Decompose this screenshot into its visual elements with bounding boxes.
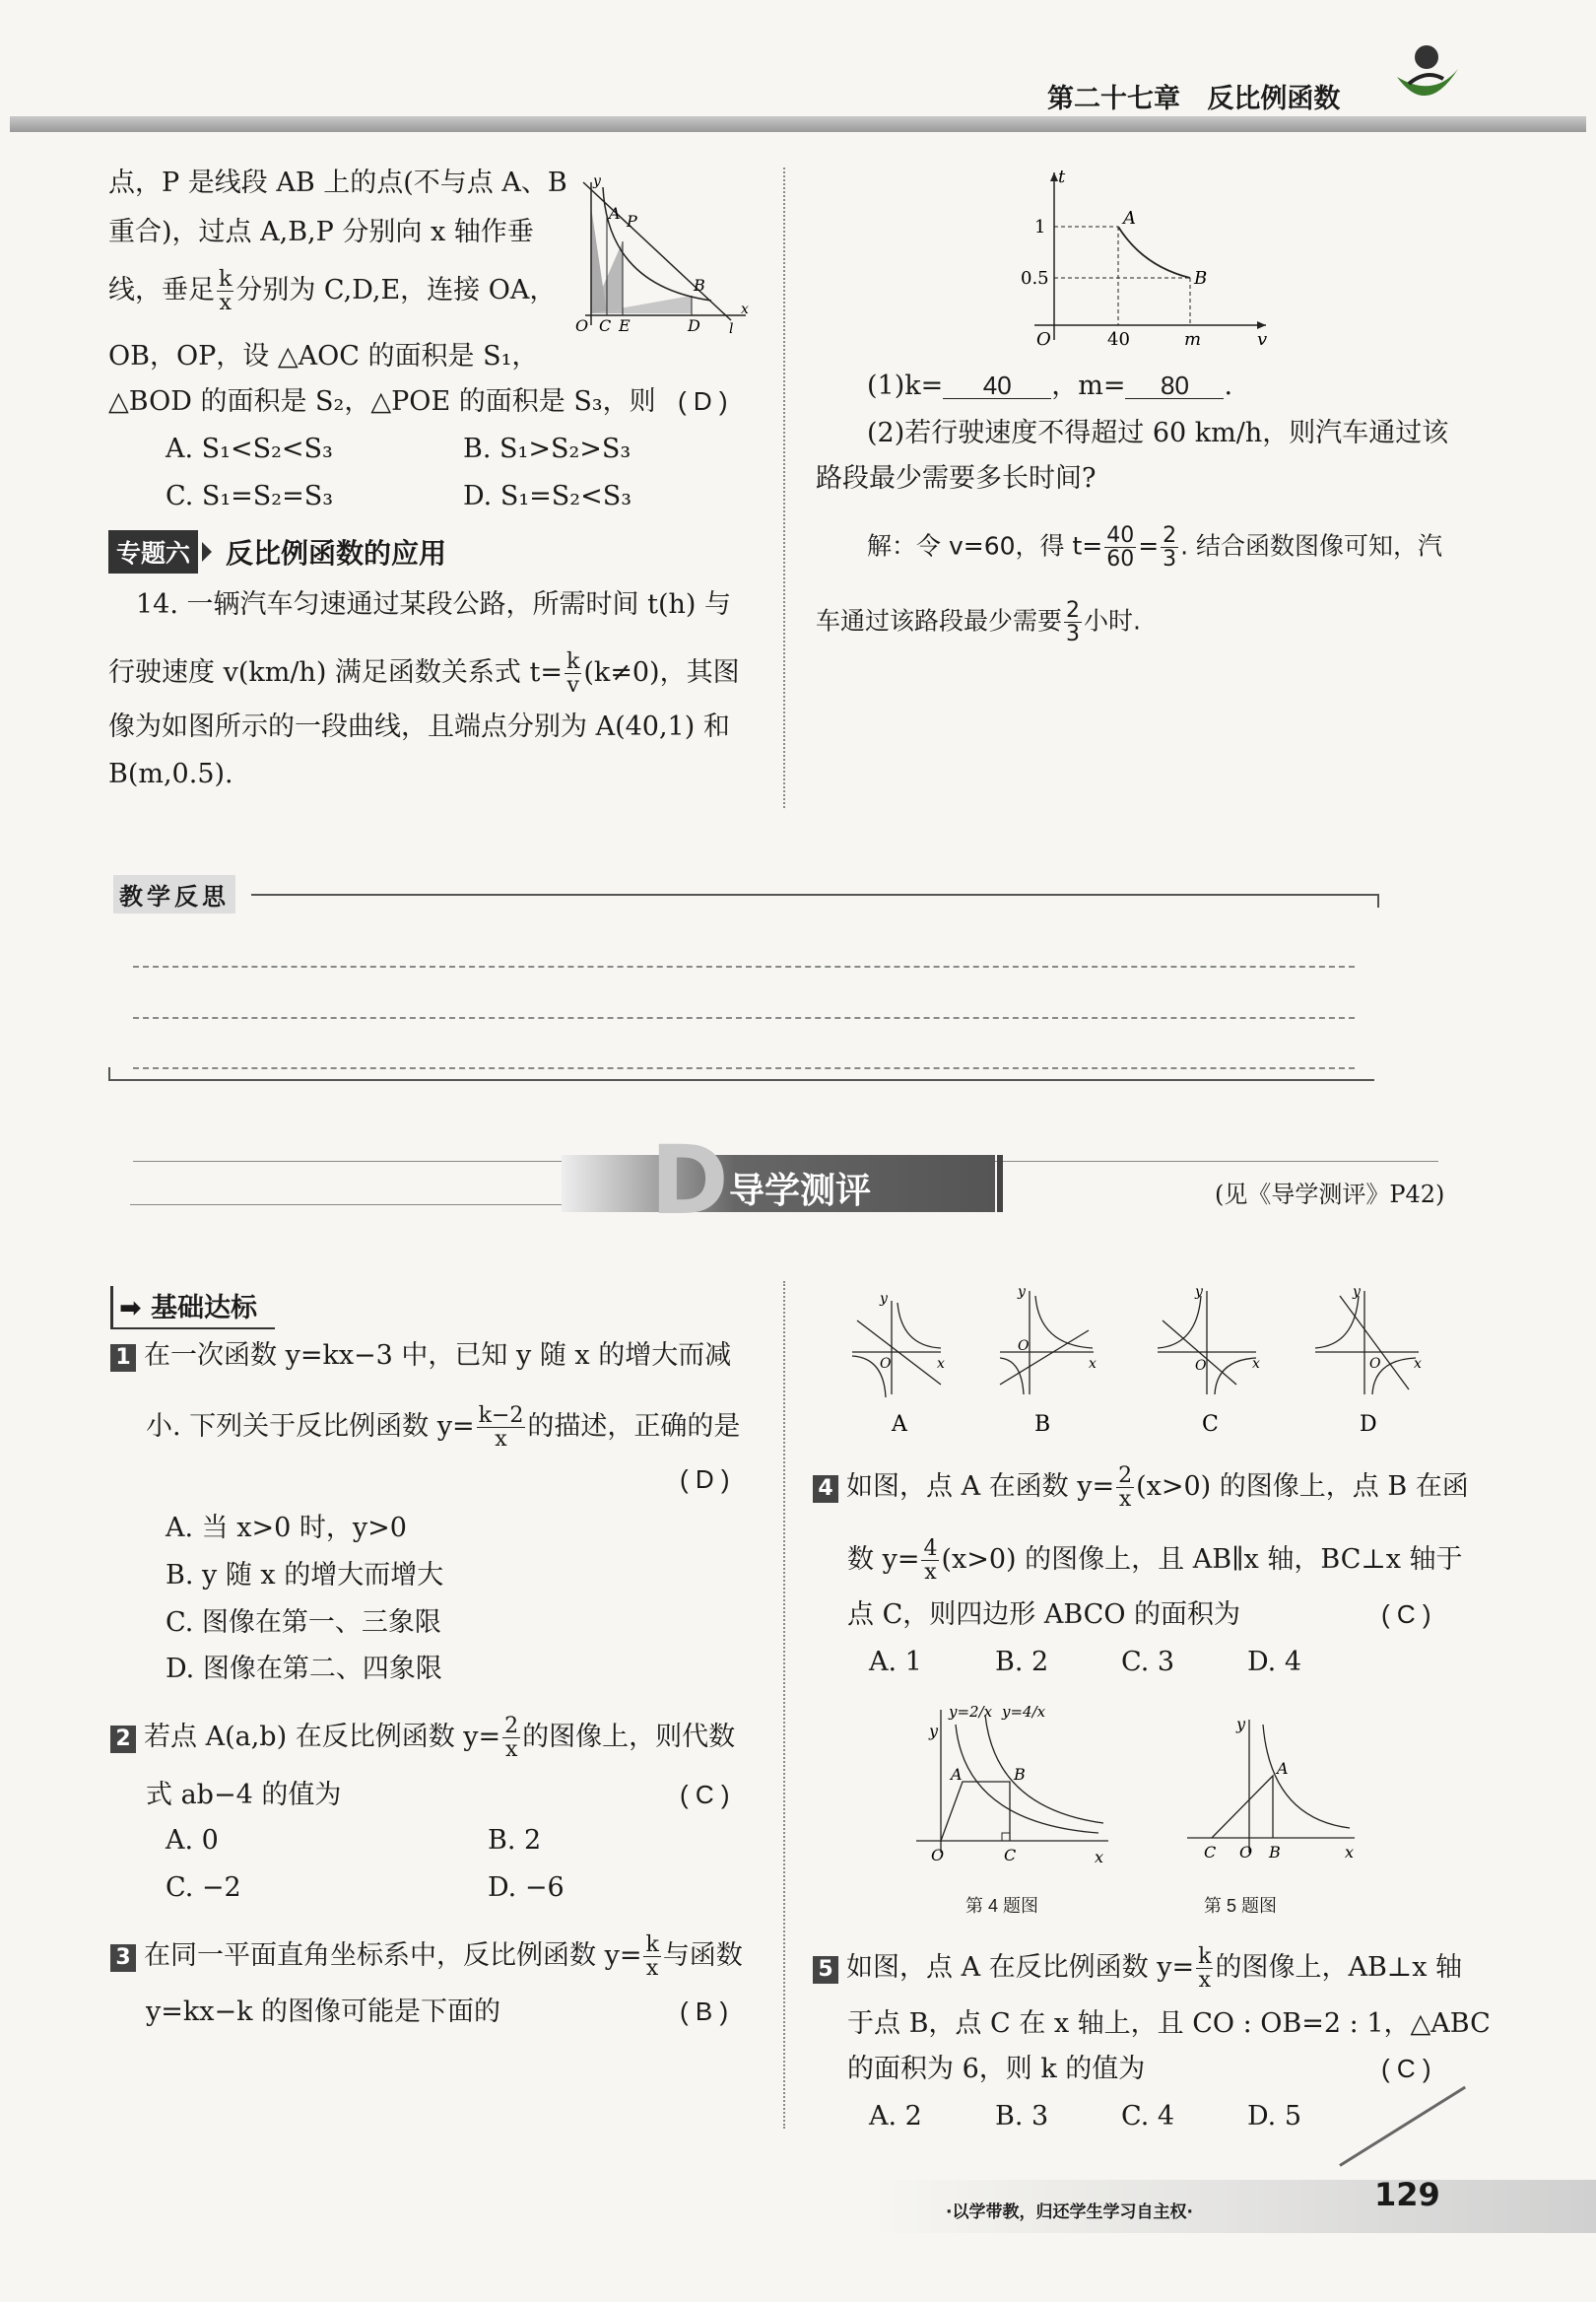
svg-text:O: O	[1018, 1338, 1030, 1354]
q5-caption: 第 5 题图	[1204, 1896, 1278, 1916]
q13-option-a: A. S₁<S₂<S₃	[166, 434, 333, 464]
q5-answer: ( C )	[1381, 2054, 1431, 2083]
q3-label-c: C	[1202, 1412, 1219, 1437]
page-number: 129	[1374, 2176, 1440, 2213]
q14-graph-o: O	[1036, 329, 1051, 350]
q13-figure	[564, 168, 761, 335]
q13-option-c: C. S₁=S₂=S₃	[166, 481, 334, 511]
q4-line2: 数 y= $\frac{4}{x}$ (x>0) 的图像上，且 AB∥x 轴，BC⊥x 轴于	[847, 1536, 1463, 1586]
q14-line2: 行驶速度 v(km/h) 满足函数关系式 t= $\frac{k}{v}$ (k≠0)，其图	[108, 649, 740, 699]
q3-graph-b	[1000, 1284, 1097, 1437]
section-d-reference: (见《导学测评》P42)	[1215, 1181, 1445, 1208]
q3-graph-d	[1315, 1284, 1422, 1437]
q2-line1: 2 若点 A(a,b) 在反比例函数 y= $\frac{2}{x}$ 的图像上，则代数	[110, 1715, 735, 1761]
svg-text:y=4/x: y=4/x	[1002, 1703, 1046, 1721]
q13-fig-e: E	[619, 316, 631, 335]
q14-solution-line2: 车通过该路段最少需要 $\frac{2}{3}$ 小时.	[816, 598, 1141, 647]
q3-line2: y=kx−k 的图像可能是下面的	[146, 1997, 501, 2027]
q1-option-a: A. 当 x>0 时，y>0	[166, 1513, 407, 1543]
reflection-title: 教学反思	[113, 875, 235, 914]
section-d-title: 导学测评	[729, 1171, 872, 1211]
q14-line3: 像为如图所示的一段曲线，且端点分别为 A(40,1) 和	[108, 711, 730, 742]
q14-line1: 14. 一辆汽车匀速通过某段公路，所需时间 t(h) 与	[136, 589, 731, 620]
q2-line2: 式 ab−4 的值为	[146, 1780, 342, 1810]
q14-m-answer: 80	[1125, 372, 1224, 399]
q14-k-answer: 40	[943, 372, 1051, 399]
q13-fig-p: P	[627, 212, 637, 231]
q14-part2-line2: 路段最少需要多长时间?	[816, 463, 1097, 494]
column-divider-bottom	[783, 1281, 785, 2129]
q3-option-graphs	[842, 1281, 1433, 1449]
q13-fig-d: D	[688, 316, 700, 335]
section-d-rule-left	[130, 1204, 564, 1205]
q4-figure	[911, 1695, 1118, 1872]
q13-option-b: B. S₁>S₂>S₃	[463, 434, 632, 464]
svg-text:A: A	[951, 1765, 963, 1784]
q14-part1: (1)k= 40 ，m= 80 .	[867, 371, 1233, 401]
q13-fig-o: O	[575, 316, 589, 335]
q1-line1: 1 在一次函数 y=kx−3 中，已知 y 随 x 的增大而减	[110, 1342, 731, 1372]
column-divider-top	[783, 168, 785, 808]
footer-slogan: ·以学带教，归还学生学习自主权·	[946, 2202, 1193, 2222]
q3-answer: ( B )	[680, 1997, 729, 2026]
q14-graph-t: t	[1058, 167, 1066, 187]
svg-text:O: O	[880, 1356, 892, 1372]
q13-fig-b: B	[694, 276, 705, 295]
section-d-letter: D	[650, 1125, 729, 1236]
q4-option-d: D. 4	[1247, 1647, 1302, 1677]
topic6-title: 反比例函数的应用	[226, 537, 447, 570]
q5-option-b: B. 3	[995, 2101, 1049, 2132]
q14-part2-line1: (2)若行驶速度不得超过 60 km/h，则汽车通过该	[867, 418, 1449, 448]
q14-graph	[995, 163, 1281, 350]
q4-option-c: C. 3	[1121, 1647, 1175, 1677]
q5-line3: 的面积为 6，则 k 的值为	[847, 2054, 1146, 2084]
svg-text:y: y	[1018, 1284, 1026, 1300]
svg-text:y: y	[1353, 1284, 1361, 1300]
svg-text:C: C	[1204, 1843, 1217, 1862]
section-d-bar	[997, 1155, 1003, 1212]
chapter-number: 第二十七章	[1047, 84, 1180, 114]
q14-graph-b: B	[1194, 268, 1208, 289]
q13-fig-a: A	[609, 204, 621, 223]
svg-text:y: y	[929, 1722, 939, 1740]
logo-icon	[1389, 39, 1463, 118]
topic6-header	[108, 530, 446, 574]
q5-option-d: D. 5	[1247, 2101, 1302, 2132]
basic-title: 基础达标	[151, 1293, 258, 1323]
chapter-title: 反比例函数	[1207, 84, 1341, 114]
chapter-header	[1047, 77, 1340, 115]
q13-line3: 线，垂足 $\frac{k}{x}$ 分别为 C,D,E，连接 OA，	[108, 267, 557, 316]
topic6-tag: 专题六	[108, 530, 198, 574]
q3-graph-c	[1158, 1284, 1260, 1437]
q1-answer: ( D )	[680, 1464, 730, 1494]
q14-solution-line1: 解：令 v=60，得 t= $\frac{40}{60}$ = $\frac{2}{3}$ . 结合函数图像可知，汽	[867, 523, 1443, 573]
svg-text:O: O	[1369, 1356, 1381, 1372]
q3-label-b: B	[1034, 1412, 1051, 1437]
svg-text:B: B	[1269, 1843, 1281, 1862]
svg-text:y: y	[1195, 1284, 1203, 1300]
svg-text:x: x	[1252, 1356, 1260, 1372]
q13-line1: 点，P 是线段 AB 上的点(不与点 A、B	[108, 168, 567, 198]
q13-option-d: D. S₁=S₂<S₃	[463, 481, 632, 511]
q3-label-d: D	[1360, 1412, 1377, 1437]
svg-text:x: x	[1089, 1356, 1097, 1372]
svg-text:x: x	[1345, 1843, 1355, 1862]
q3-graph-a	[852, 1291, 945, 1437]
q5-option-a: A. 2	[869, 2101, 922, 2132]
svg-text:y=2/x: y=2/x	[949, 1703, 993, 1721]
q4-answer: ( C )	[1381, 1599, 1431, 1629]
q4-caption: 第 4 题图	[965, 1896, 1039, 1916]
q13-fig-l: l	[729, 321, 734, 335]
q14-graph-40: 40	[1107, 329, 1130, 350]
q2-option-c: C. −2	[166, 1872, 241, 1903]
q13-fig-x: x	[741, 302, 749, 317]
svg-text:C: C	[1004, 1846, 1017, 1864]
q1-option-d: D. 图像在第二、四象限	[166, 1654, 442, 1684]
q1-line2: 小. 下列关于反比例函数 y= $\frac{k-2}{x}$ 的描述，正确的是	[146, 1403, 741, 1453]
q4-option-b: B. 2	[995, 1647, 1049, 1677]
q13-line2: 重合)，过点 A,B,P 分别向 x 轴作垂	[108, 217, 534, 247]
q2-option-d: D. −6	[488, 1872, 565, 1903]
q14-graph-m: m	[1184, 329, 1202, 350]
q13-fig-y: y	[593, 173, 601, 189]
q5-line2: 于点 B，点 C 在 x 轴上，且 CO : OB=2 : 1，△ABC	[847, 2008, 1491, 2039]
q2-answer: ( C )	[680, 1780, 730, 1809]
svg-text:x: x	[1414, 1356, 1422, 1372]
reflection-box	[108, 882, 1374, 1094]
q14-graph-v: v	[1257, 329, 1268, 350]
q13-line5: △BOD 的面积是 S₂，△POE 的面积是 S₃，则	[108, 386, 656, 417]
footer-slash	[1339, 2086, 1466, 2167]
q5-line1: 5 如图，点 A 在反比例函数 y= $\frac{k}{x}$ 的图像上，AB⊥x 轴	[813, 1945, 1462, 1992]
svg-text:O: O	[1195, 1358, 1207, 1374]
svg-text:A: A	[1277, 1759, 1289, 1778]
q4-option-a: A. 1	[869, 1647, 922, 1677]
q5-figure	[1182, 1705, 1360, 1872]
q1-option-c: C. 图像在第一、三象限	[166, 1607, 441, 1638]
q14-graph-one: 1	[1034, 217, 1046, 237]
svg-text:O: O	[1239, 1843, 1253, 1862]
q5-option-c: C. 4	[1121, 2101, 1175, 2132]
basic-header	[110, 1286, 275, 1329]
svg-text:y: y	[1236, 1715, 1246, 1733]
arrow-right-icon: ➡	[119, 1293, 142, 1323]
q1-option-b: B. y 随 x 的增大而增大	[166, 1560, 444, 1591]
q3-line1: 3 在同一平面直角坐标系中，反比例函数 y= $\frac{k}{x}$ 与函数	[110, 1933, 743, 1980]
q14-graph-a: A	[1123, 208, 1136, 229]
svg-text:x: x	[937, 1356, 945, 1372]
q13-answer: ( D )	[678, 386, 728, 416]
svg-text:O: O	[931, 1846, 945, 1864]
q3-label-a: A	[892, 1412, 907, 1437]
q2-option-b: B. 2	[488, 1825, 542, 1856]
q4-line1: 4 如图，点 A 在函数 y= $\frac{2}{x}$ (x>0) 的图像上，点 B 在函	[813, 1464, 1469, 1511]
header-bar	[10, 116, 1586, 132]
svg-text:y: y	[880, 1291, 888, 1307]
q2-option-a: A. 0	[166, 1825, 219, 1856]
q14-line4: B(m,0.5).	[108, 759, 233, 789]
q4-line3: 点 C，则四边形 ABCO 的面积为	[847, 1599, 1241, 1630]
q13-line4: OB，OP，设 △AOC 的面积是 S₁，	[108, 341, 539, 372]
q14-graph-half: 0.5	[1021, 268, 1049, 289]
svg-text:B: B	[1014, 1765, 1026, 1784]
q13-fig-c: C	[599, 316, 612, 335]
svg-text:x: x	[1095, 1848, 1104, 1866]
